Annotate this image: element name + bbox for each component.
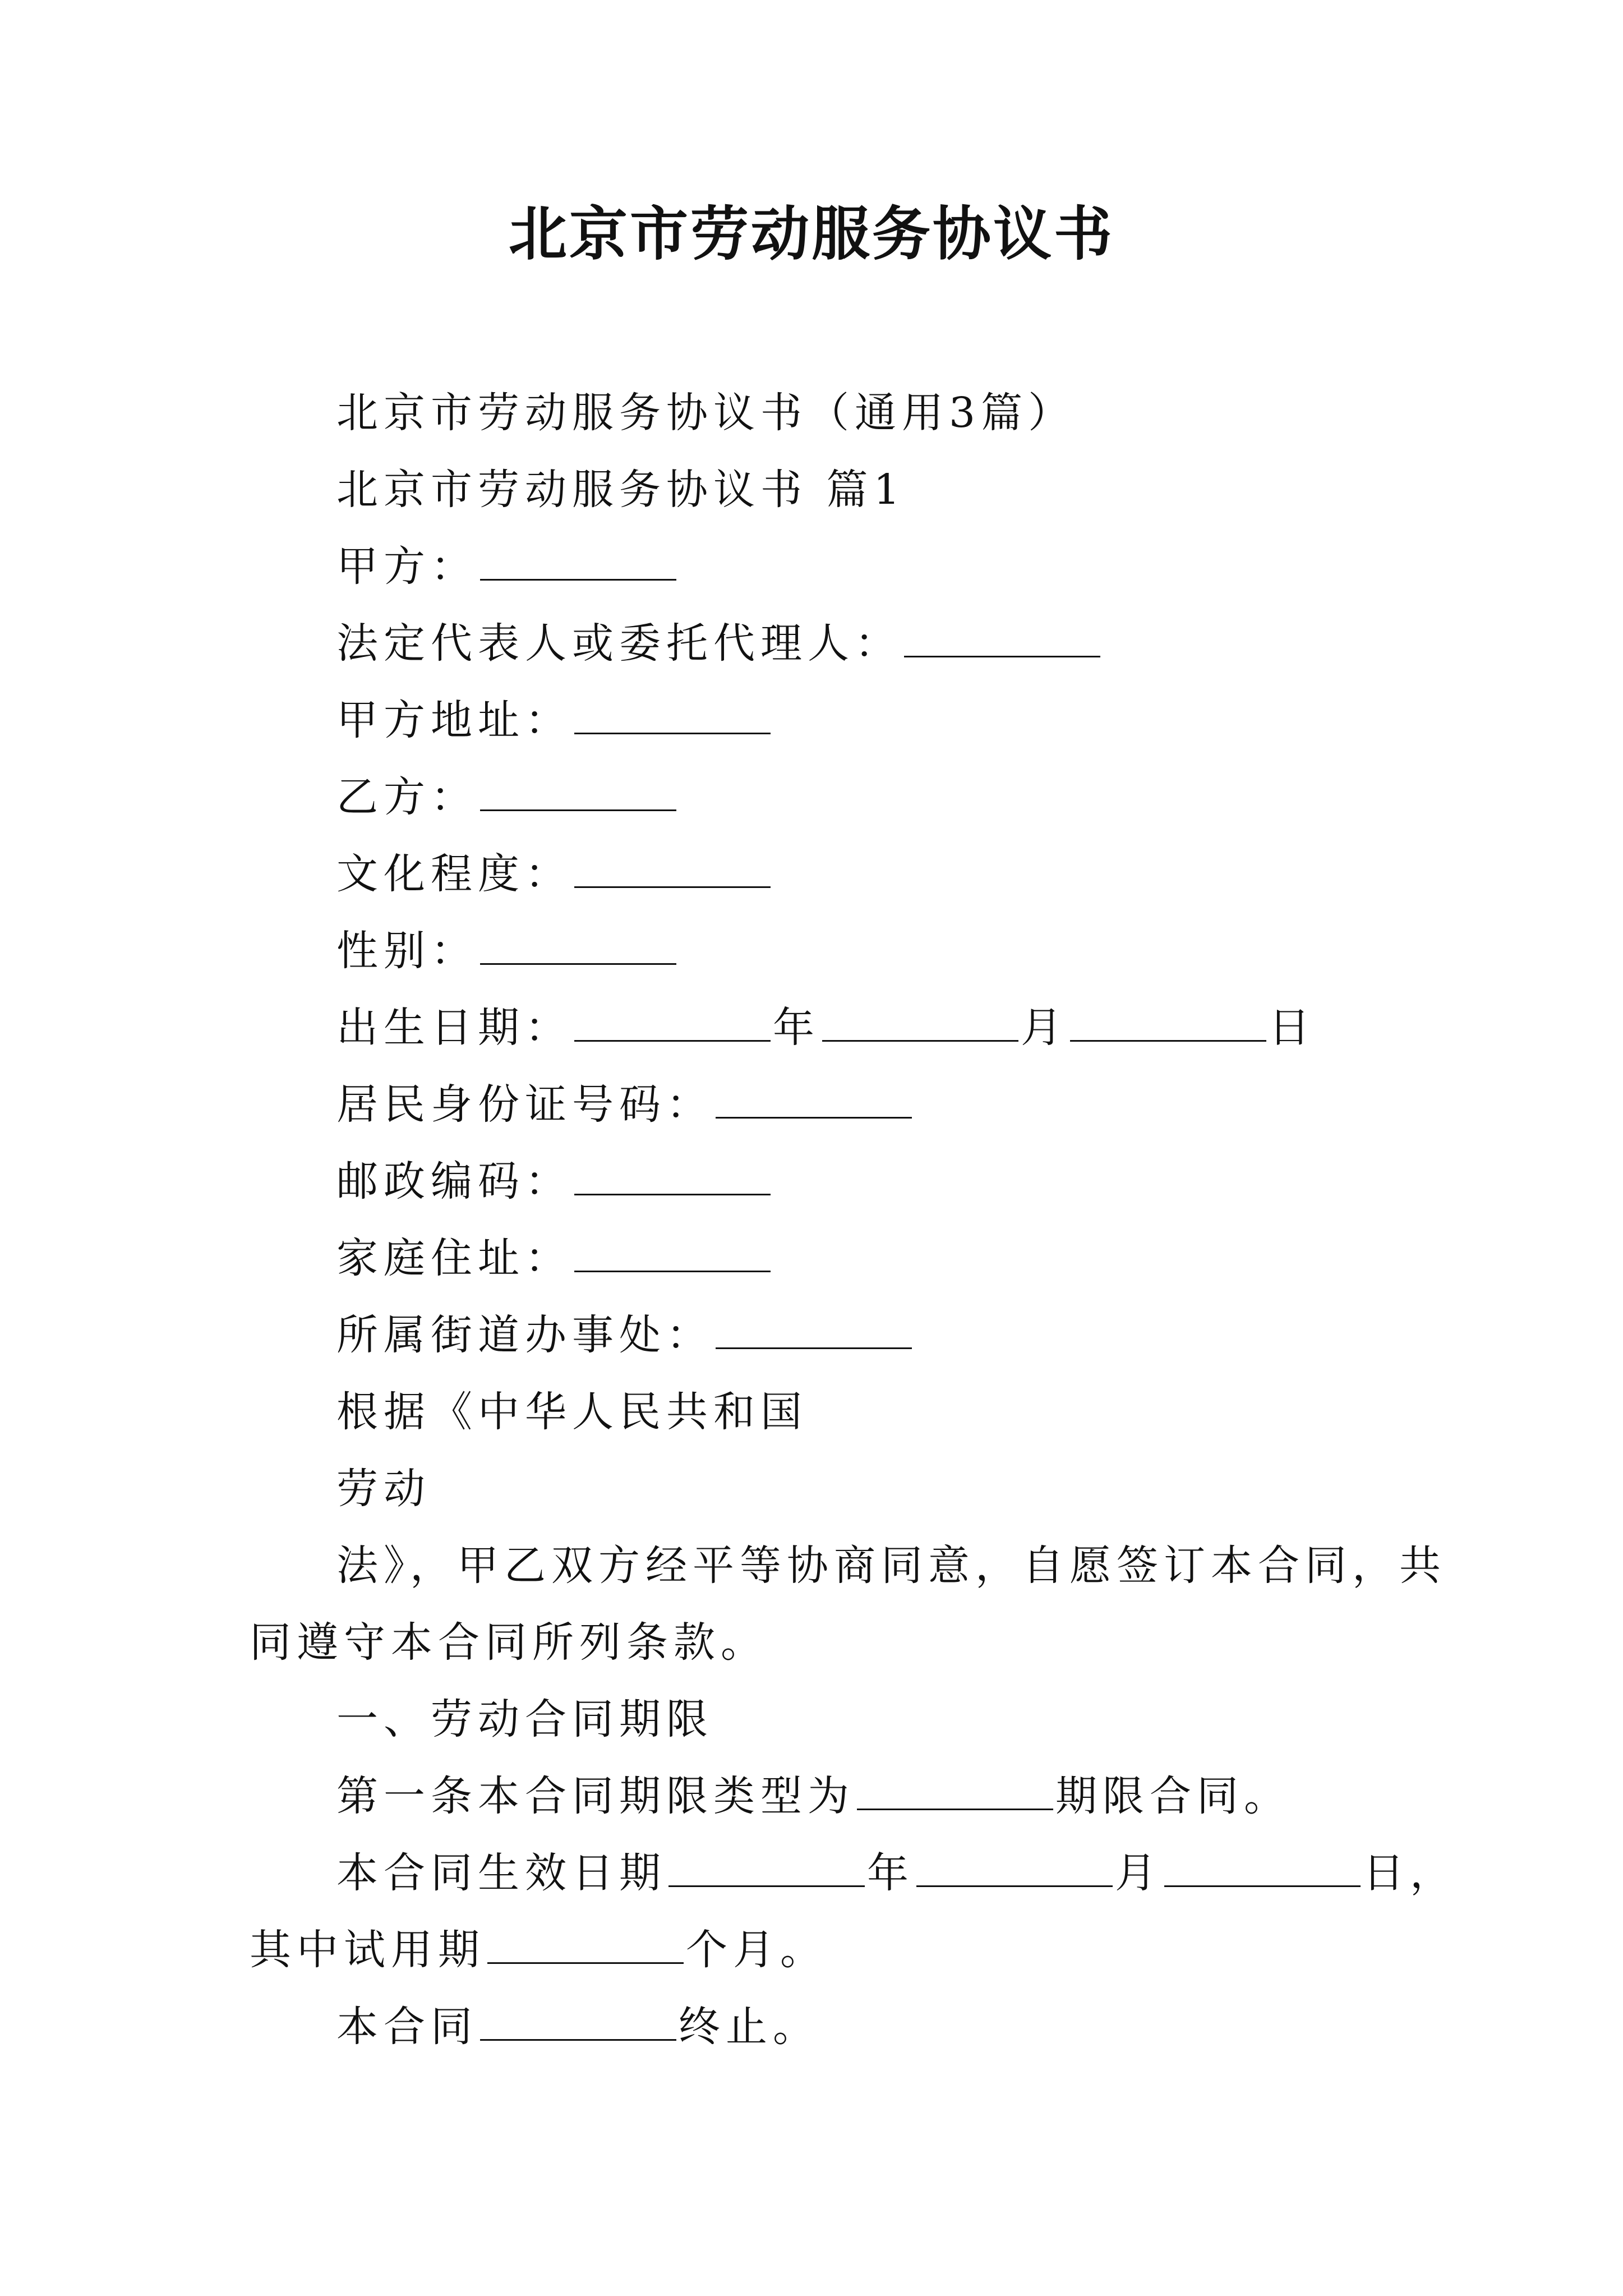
birth-day-blank[interactable] [1070, 1007, 1266, 1042]
article-text: 个月。 [686, 1926, 827, 1974]
field-party-b [250, 759, 1388, 836]
article-text: 其中试用期 [250, 1926, 485, 1974]
field-label: 性别： [336, 927, 478, 975]
party-a-blank[interactable] [480, 546, 676, 581]
field-home-address [250, 1220, 1388, 1297]
document-body [250, 375, 1457, 2065]
postal-code-blank[interactable] [574, 1161, 771, 1195]
termination-blank[interactable] [480, 2007, 676, 2041]
field-label: 居民身份证号码： [336, 1080, 713, 1129]
article-text: 第一条本合同期限类型为 [336, 1772, 855, 1820]
field-postal-code [250, 1143, 1388, 1220]
termination [250, 1989, 1388, 2065]
field-birth-date [250, 990, 1388, 1066]
education-blank[interactable] [574, 854, 771, 888]
birth-year-blank[interactable] [574, 1007, 771, 1042]
preamble-line: 同遵守本合同所列条款。 [250, 1618, 768, 1667]
legal-rep-blank[interactable] [904, 623, 1100, 657]
field-label: 所属街道办事处： [336, 1311, 713, 1359]
gender-blank[interactable] [480, 931, 676, 965]
effective-date [250, 1835, 1457, 1912]
preamble-line: 法》，甲乙双方经平等协商同意，自愿签订本合同，共 [336, 1542, 1446, 1590]
day-label: 日 [1269, 1004, 1316, 1052]
field-gender [250, 913, 1388, 990]
field-label: 甲方： [336, 542, 478, 591]
document-title: 北京市劳动服务协议书 [508, 199, 1114, 268]
probation-period [250, 1912, 1388, 1989]
day-label: 日， [1363, 1849, 1457, 1897]
probation-months-blank[interactable] [487, 1930, 684, 1964]
field-label: 家庭住址： [336, 1234, 572, 1282]
field-education [250, 836, 1388, 913]
field-street-office [250, 1297, 1388, 1374]
clause-heading: 一、劳动合同期限 [336, 1695, 713, 1743]
field-id-number [250, 1066, 1388, 1143]
field-label: 甲方地址： [336, 696, 572, 744]
section-heading: 北京市劳动服务协议书 篇1 [336, 466, 906, 514]
field-party-a [250, 528, 1388, 605]
field-label: 出生日期： [336, 1004, 572, 1052]
subtitle: 北京市劳动服务协议书（通用3篇） [336, 389, 1076, 437]
field-label: 文化程度： [336, 850, 572, 898]
field-label: 法定代表人或委托代理人： [336, 619, 902, 668]
article-text: 期限合同。 [1055, 1772, 1291, 1820]
preamble-line: 劳动 [336, 1465, 431, 1513]
effective-month-blank[interactable] [916, 1853, 1113, 1887]
id-number-blank[interactable] [716, 1084, 912, 1119]
effective-day-blank[interactable] [1164, 1853, 1361, 1887]
month-label: 月 [1115, 1849, 1162, 1897]
field-label: 乙方： [336, 773, 478, 821]
year-label: 年 [773, 1004, 820, 1052]
month-label: 月 [1021, 1004, 1068, 1052]
preamble-line: 根据《中华人民共和国 [336, 1388, 808, 1436]
article-text: 本合同生效日期 [336, 1849, 666, 1897]
party-a-address-blank[interactable] [574, 700, 771, 734]
home-address-blank[interactable] [574, 1238, 771, 1272]
contract-type-blank[interactable] [857, 1776, 1053, 1810]
article-text: 终止。 [679, 2003, 820, 2051]
year-label: 年 [867, 1849, 914, 1897]
field-legal-rep [250, 605, 1388, 682]
article-text: 本合同 [336, 2003, 478, 2051]
party-b-blank[interactable] [480, 777, 676, 811]
birth-month-blank[interactable] [822, 1007, 1018, 1042]
field-label: 邮政编码： [336, 1157, 572, 1205]
effective-year-blank[interactable] [668, 1853, 865, 1887]
article-1 [250, 1758, 1388, 1835]
field-party-a-address [250, 682, 1388, 759]
street-office-blank[interactable] [716, 1315, 912, 1349]
